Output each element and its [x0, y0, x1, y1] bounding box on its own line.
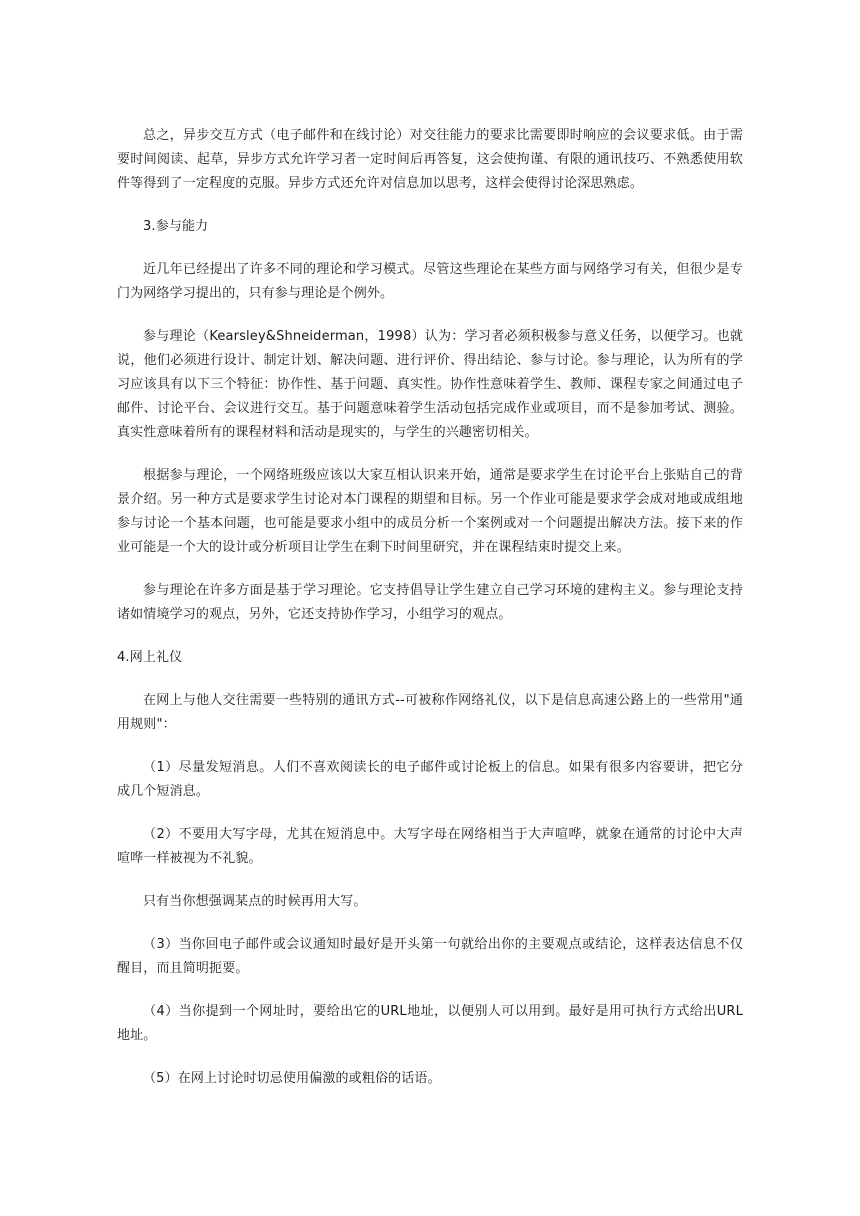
paragraph-learning-models: 近几年已经提出了许多不同的理论和学习模式。尽管这些理论在某些方面与网络学习有关，但很少是专门为网络学习提出的，只有参与理论是个例外。: [117, 262, 743, 301]
rule-item-3: （3）当你回电子邮件或会议通知时最好是开头第一句就给出你的主要观点或结论，这样表达信息不仅醒目，而且简明扼要。: [117, 937, 743, 976]
paragraph-netiquette-intro: 在网上与他人交往需要一些特别的通讯方式--可被称作网络礼仪，以下是信息高速公路上的一些常用"通用规则"：: [117, 693, 743, 732]
paragraph-async-summary: 总之，异步交互方式（电子邮件和在线讨论）对交往能力的要求比需要即时响应的会议要求低。由于需要时间阅读、起草，异步方式允许学习者一定时间后再答复，这会使拘谨、有限的通讯技巧、不熟悉使用软件等得到了一定程度的克服。异步方式还允许对信息加以思考，这样会使得讨论深思熟虑。: [117, 128, 743, 191]
paragraph-engagement-theory: 参与理论（Kearsley&Shneiderman，1998）认为：学习者必须积极参与意义任务，以便学习。也就说，他们必须进行设计、制定计划、解决问题、进行评价、得出结论、参与讨论。参与理论，认为所有的学习应该具有以下三个特征：协作性、基于问题、真实性。协作性意味着学生、教师、课程专家之间通过电子邮件、讨论平台、会议进行交互。基于问题意味着学生活动包括完成作业或项目，而不是参加考试、测验。真实性意味着所有的课程材料和活动是现实的，与学生的兴趣密切相关。: [117, 329, 743, 440]
rule-item-4: （4）当你提到一个网址时，要给出它的URL地址，以便别人可以用到。最好是用可执行方式给出URL地址。: [117, 1004, 743, 1043]
rule-note-caps: 只有当你想强调某点的时候再用大写。: [143, 894, 367, 909]
rule-item-1: （1）尽量发短消息。人们不喜欢阅读长的电子邮件或讨论板上的信息。如果有很多内容要讲，把它分成几个短消息。: [117, 760, 743, 799]
paragraph-theory-basis: 参与理论在许多方面是基于学习理论。它支持倡导让学生建立自己学习环境的建构主义。参与理论支持诸如情境学习的观点，另外，它还支持协作学习，小组学习的观点。: [117, 583, 743, 622]
heading-netiquette: 4.网上礼仪: [117, 650, 183, 665]
rule-item-5: （5）在网上讨论时切忌使用偏激的或粗俗的话语。: [143, 1071, 441, 1086]
paragraph-online-class: 根据参与理论，一个网络班级应该以大家互相认识来开始，通常是要求学生在讨论平台上张贴自己的背景介绍。另一种方式是要求学生讨论对本门课程的期望和目标。另一个作业可能是要求学会成对地或成组地参与讨论一个基本问题，也可能是要求小组中的成员分析一个案例或对一个问题提出解决方法。接下来的作业可能是一个大的设计或分析项目让学生在剩下时间里研究，并在课程结束时提交上来。: [117, 468, 743, 555]
heading-participation-ability: 3.参与能力: [143, 219, 209, 234]
rule-item-2: （2）不要用大写字母，尤其在短消息中。大写字母在网络相当于大声喧哗，就象在通常的讨论中大声喧哗一样被视为不礼貌。: [117, 827, 743, 866]
document-page: [117, 124, 743, 1110]
